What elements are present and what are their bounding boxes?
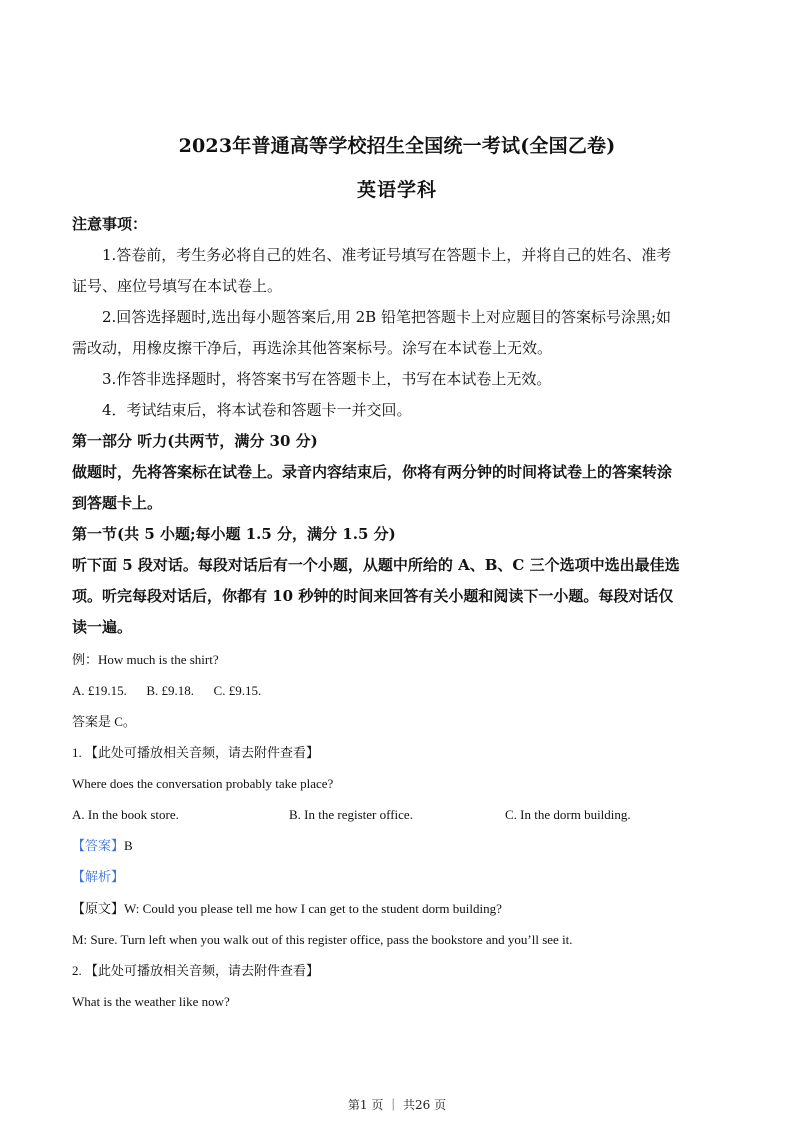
q1-answer-line [72, 830, 732, 861]
notice-heading: 注意事项： [72, 215, 148, 233]
notice-item-2-line-1: 2.回答选择题时,选出每小题答案后,用 2B 铅笔把答题卡上对应题目的答案标号涂黑;如 [102, 308, 672, 326]
notice-item-4: 4．考试结束后，将本试卷和答题卡一并交回。 [102, 401, 412, 419]
q1-original-w: W: Could you please tell me how I can get to the student dorm building? [124, 901, 502, 916]
exam-title: 2023年普通高等学校招生全国统一考试(全国乙卷) [178, 135, 616, 157]
q1-answer-tag: 【答案】 [72, 838, 125, 853]
part1-heading: 第一部分 听力(共两节，满分 30 分) [72, 432, 318, 450]
notice-item-3: 3.作答非选择题时，将答案书写在答题卡上，书写在本试卷上无效。 [102, 370, 552, 388]
notice-item-1-line-2: 证号、座位号填写在本试卷上。 [72, 277, 283, 295]
q1-option-c: C. In the dorm building. [505, 807, 631, 822]
notice-item-1-line-1: 1.答卷前，考生务必将自己的姓名、准考证号填写在答题卡上，并将自己的姓名、准考 [102, 246, 672, 264]
q1-analysis-tag: 【解析】 [72, 869, 125, 884]
part1-intro-line-2: 到答题卡上。 [72, 494, 163, 512]
section1-intro-line-2: 项。听完每段对话后，你都有 10 秒钟的时间来回答有关小题和阅读下一小题。每段对话仅 [72, 587, 674, 605]
subject-title: 英语学科 [356, 179, 437, 201]
page-footer [0, 1096, 794, 1113]
q1-question: Where does the conversation probably take place? [72, 776, 334, 791]
q2-number-label: 2. 【此处可播放相关音频，请去附件查看】 [72, 963, 320, 978]
section1-heading: 第一节(共 5 小题;每小题 1.5 分，满分 1.5 分) [72, 525, 396, 543]
q2-question: What is the weather like now? [72, 994, 230, 1009]
q1-original-w-line [72, 893, 732, 924]
q1-option-a: A. In the book store. [72, 807, 179, 822]
part1-intro-line-1: 做题时，先将答案标在试卷上。录音内容结束后，你将有两分钟的时间将试卷上的答案转涂 [72, 463, 673, 481]
page-number: 第1 页 ｜ 共26 页 [347, 1098, 447, 1112]
q1-options [72, 799, 722, 830]
notice-item-2-line-2: 需改动，用橡皮擦干净后，再选涂其他答案标号。涂写在本试卷上无效。 [72, 339, 553, 357]
example-options: A. £19.15. B. £9.18. C. £9.15. [72, 683, 262, 698]
q1-original-m: M: Sure. Turn left when you walk out of this register office, pass the bookstore and you’ll see it. [72, 932, 573, 947]
q1-analysis-line [72, 861, 732, 892]
section1-intro-line-1: 听下面 5 段对话。每段对话后有一个小题，从题中所给的 A、B、C 三个选项中选出最佳选 [72, 556, 680, 574]
example-answer: 答案是 C。 [72, 714, 136, 729]
example-question: 例：How much is the shirt? [72, 652, 219, 667]
q1-number-label: 1. 【此处可播放相关音频，请去附件查看】 [72, 745, 320, 760]
section1-intro-line-3: 读一遍。 [72, 618, 133, 636]
q1-option-b: B. In the register office. [289, 807, 413, 822]
q1-answer-value: B [124, 838, 133, 853]
q1-original-label: 【原文】 [72, 901, 125, 916]
